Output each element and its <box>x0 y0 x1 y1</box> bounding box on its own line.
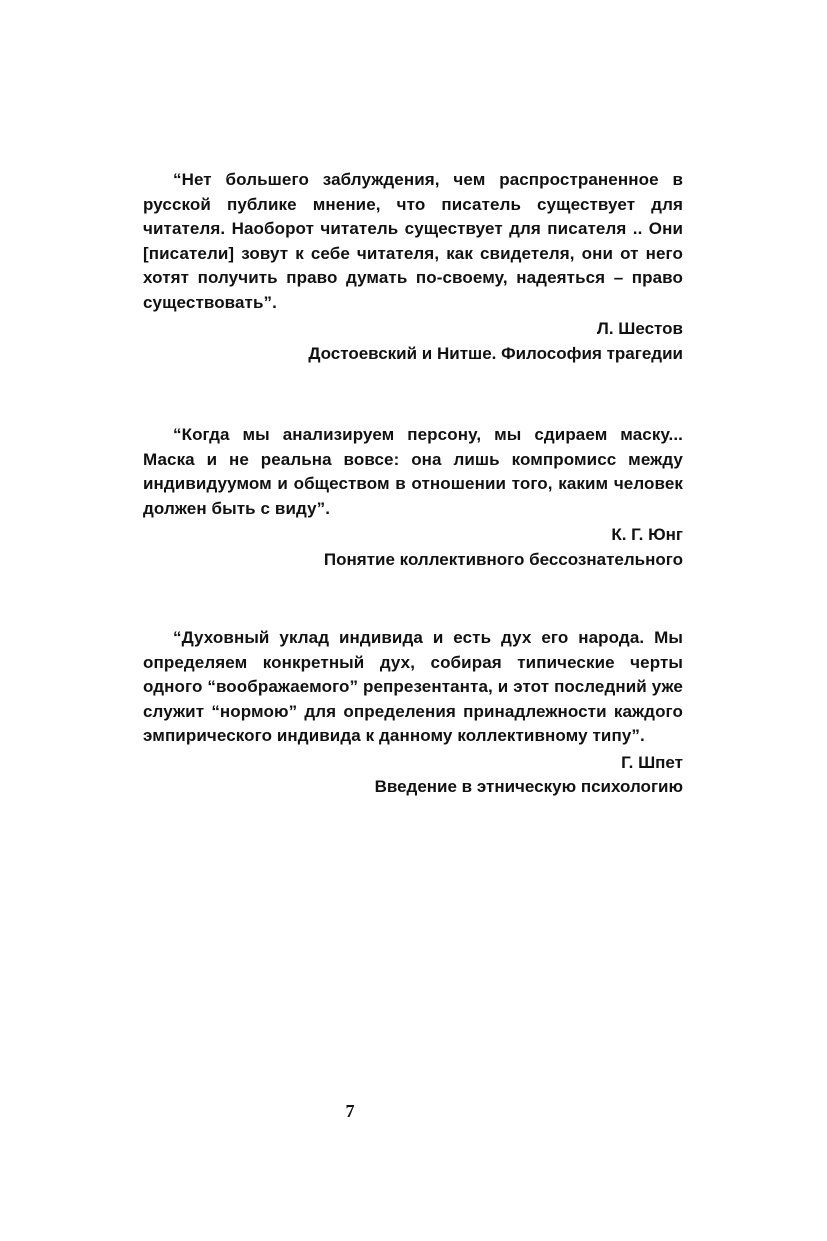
epigraph-quote: “Духовный уклад индивида и есть дух его народа. Мы определяем конкретный дух, собирая типические черты одного “воображаемого” репрезентанта, и этот последний уже служит “нормою” для определения принадлежности каждого эмпирического индивида к данному коллективному типу”. <box>143 628 683 745</box>
epigraph-author: Г. Шпет <box>621 752 683 772</box>
epigraph-quote: “Нет большего заблуждения, чем распространенное в русской публике мнение, что писатель существует для читателя. Наоборот читатель существует для писателя .. Они [писатели] зовут к себе читателя, как свидетеля, они от него хотят получить право думать по-своему, надеяться – право существовать”. <box>143 170 683 312</box>
epigraph-quote: “Когда мы анализируем персону, мы сдираем маску... Маска и не реальна вовсе: она лишь компромисс между индивидуумом и обществом в отношении того, каким человек должен быть с виду”. <box>143 425 683 518</box>
epigraph-work-title: Понятие коллективного бессознательного <box>323 549 683 569</box>
epigraph-work-title: Введение в этническую психологию <box>374 777 683 796</box>
epigraph-shestov <box>143 168 683 366</box>
epigraph-jung <box>143 423 683 572</box>
epigraph-author: К. Г. Юнг <box>611 525 683 544</box>
page-number: 7 <box>345 1101 355 1121</box>
epigraph-work-title: Достоевский и Нитше. Философия трагедии <box>308 343 683 363</box>
epigraph-author: Л. Шестов <box>596 319 683 338</box>
epigraph-shpet <box>143 626 683 800</box>
